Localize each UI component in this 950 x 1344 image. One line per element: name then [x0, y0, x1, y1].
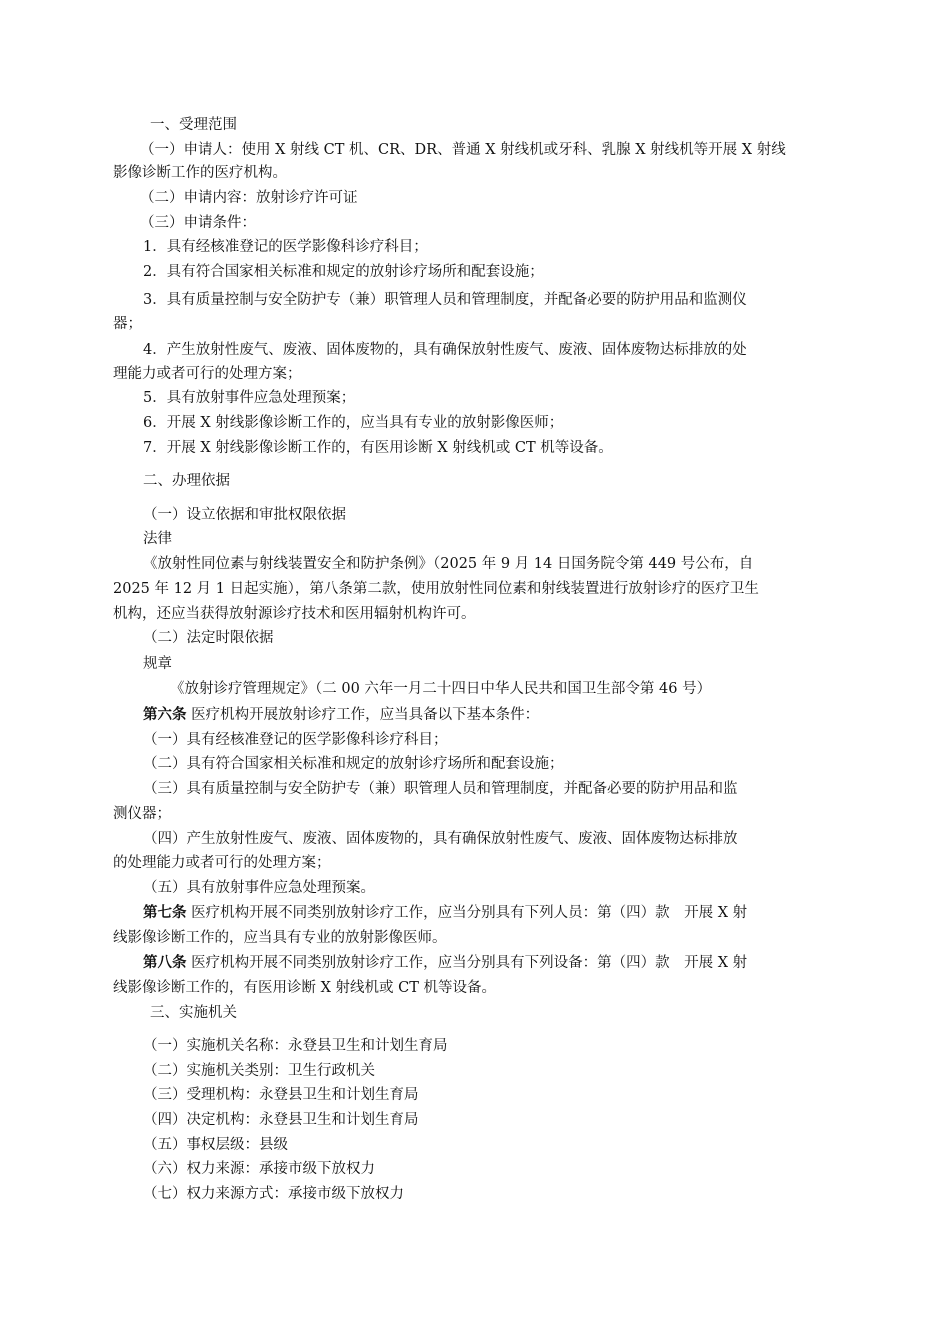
law-text-line-2: 2025 年 12 月 1 日起实施），第八条第二款，使用放射性同位素和射线装置进行放射诊疗的医疗卫生	[113, 581, 759, 597]
article-7-line-2: 线影像诊断工作的，应当具有专业的放射影像医师。	[113, 930, 447, 946]
agency-item-7: （七）权力来源方式：承接市级下放权力	[143, 1186, 404, 1202]
article-6-item-1: （一）具有经核准登记的医学影像科诊疗科目；	[143, 732, 448, 748]
article-6-item-5: （五）具有放射事件应急处理预案。	[143, 880, 375, 896]
condition-3-line-1: 3．具有质量控制与安全防护专（兼）职管理人员和管理制度，并配备必要的防护用品和监测仪	[143, 292, 747, 308]
article-6-text: 医疗机构开展放射诊疗工作，应当具备以下基本条件：	[186, 707, 540, 723]
article-6-item-3-line-2: 测仪器；	[113, 806, 171, 822]
article-7-text: 医疗机构开展不同类别放射诊疗工作，应当分别具有下列人员：第（四）款 开展 X 射	[186, 905, 748, 921]
article-8-line-2: 线影像诊断工作的，有医用诊断 X 射线机或 CT 机等设备。	[113, 980, 497, 996]
condition-3-line-2: 器；	[113, 316, 142, 332]
agency-item-4: （四）决定机构：永登县卫生和计划生育局	[143, 1112, 419, 1128]
section-heading-agency: 三、实施机关	[150, 1005, 237, 1021]
condition-4-line-1: 4．产生放射性废气、废液、固体废物的，具有确保放射性废气、废液、固体废物达标排放的处	[143, 342, 747, 358]
condition-6: 6．开展 X 射线影像诊断工作的，应当具有专业的放射影像医师；	[143, 415, 564, 431]
article-8-line-1	[143, 953, 747, 973]
applicant-line-2: 影像诊断工作的医疗机构。	[113, 165, 287, 181]
article-6-item-4-line-1: （四）产生放射性废气、废液、固体废物的，具有确保放射性废气、废液、固体废物达标排放	[143, 831, 738, 847]
conditions-title: （三）申请条件：	[140, 215, 256, 231]
article-6-line	[143, 705, 539, 725]
section-heading-basis: 二、办理依据	[143, 473, 230, 489]
condition-1: 1．具有经核准登记的医学影像科诊疗科目；	[143, 239, 428, 255]
agency-item-3: （三）受理机构：永登县卫生和计划生育局	[143, 1087, 419, 1103]
rule-title: 《放射诊疗管理规定》（二 00 六年一月二十四日中华人民共和国卫生部令第 46 号）	[170, 681, 712, 697]
application-content: （二）申请内容：放射诊疗许可证	[140, 190, 358, 206]
agency-item-2: （二）实施机关类别：卫生行政机关	[143, 1063, 375, 1079]
article-6-label: 第六条	[143, 706, 187, 723]
article-6-item-2: （二）具有符合国家相关标准和规定的放射诊疗场所和配套设施；	[143, 756, 564, 772]
agency-item-1: （一）实施机关名称：永登县卫生和计划生育局	[143, 1038, 448, 1054]
section-heading-scope: 一、受理范围	[150, 117, 237, 133]
agency-item-6: （六）权力来源：承接市级下放权力	[143, 1161, 375, 1177]
law-text-line-3: 机构，还应当获得放射源诊疗技术和医用辐射机构许可。	[113, 606, 476, 622]
law-label: 法律	[143, 531, 172, 547]
article-8-label: 第八条	[143, 954, 187, 971]
article-6-item-4-line-2: 的处理能力或者可行的处理方案；	[113, 855, 331, 871]
basis-sub-1: （一）设立依据和审批权限依据	[143, 507, 346, 523]
basis-sub-2: （二）法定时限依据	[143, 630, 274, 646]
rule-label: 规章	[143, 656, 172, 672]
applicant-line-1: （一）申请人：使用 X 射线 CT 机、CR、DR、普通 X 射线机或牙科、乳腺 X 射线机等开展 X 射线	[140, 142, 786, 158]
condition-2: 2．具有符合国家相关标准和规定的放射诊疗场所和配套设施；	[143, 264, 544, 280]
article-6-item-3-line-1: （三）具有质量控制与安全防护专（兼）职管理人员和管理制度，并配备必要的防护用品和监	[143, 781, 738, 797]
article-7-line-1	[143, 903, 747, 923]
condition-4-line-2: 理能力或者可行的处理方案；	[113, 366, 302, 382]
article-7-label: 第七条	[143, 904, 187, 921]
condition-7: 7．开展 X 射线影像诊断工作的，有医用诊断 X 射线机或 CT 机等设备。	[143, 440, 613, 456]
condition-5: 5．具有放射事件应急处理预案；	[143, 390, 356, 406]
law-text-line-1: 《放射性同位素与射线装置安全和防护条例》（2025 年 9 月 14 日国务院令第 449 号公布，自	[143, 556, 754, 572]
agency-item-5: （五）事权层级：县级	[143, 1137, 288, 1153]
article-8-text: 医疗机构开展不同类别放射诊疗工作，应当分别具有下列设备：第（四）款 开展 X 射	[186, 955, 748, 971]
